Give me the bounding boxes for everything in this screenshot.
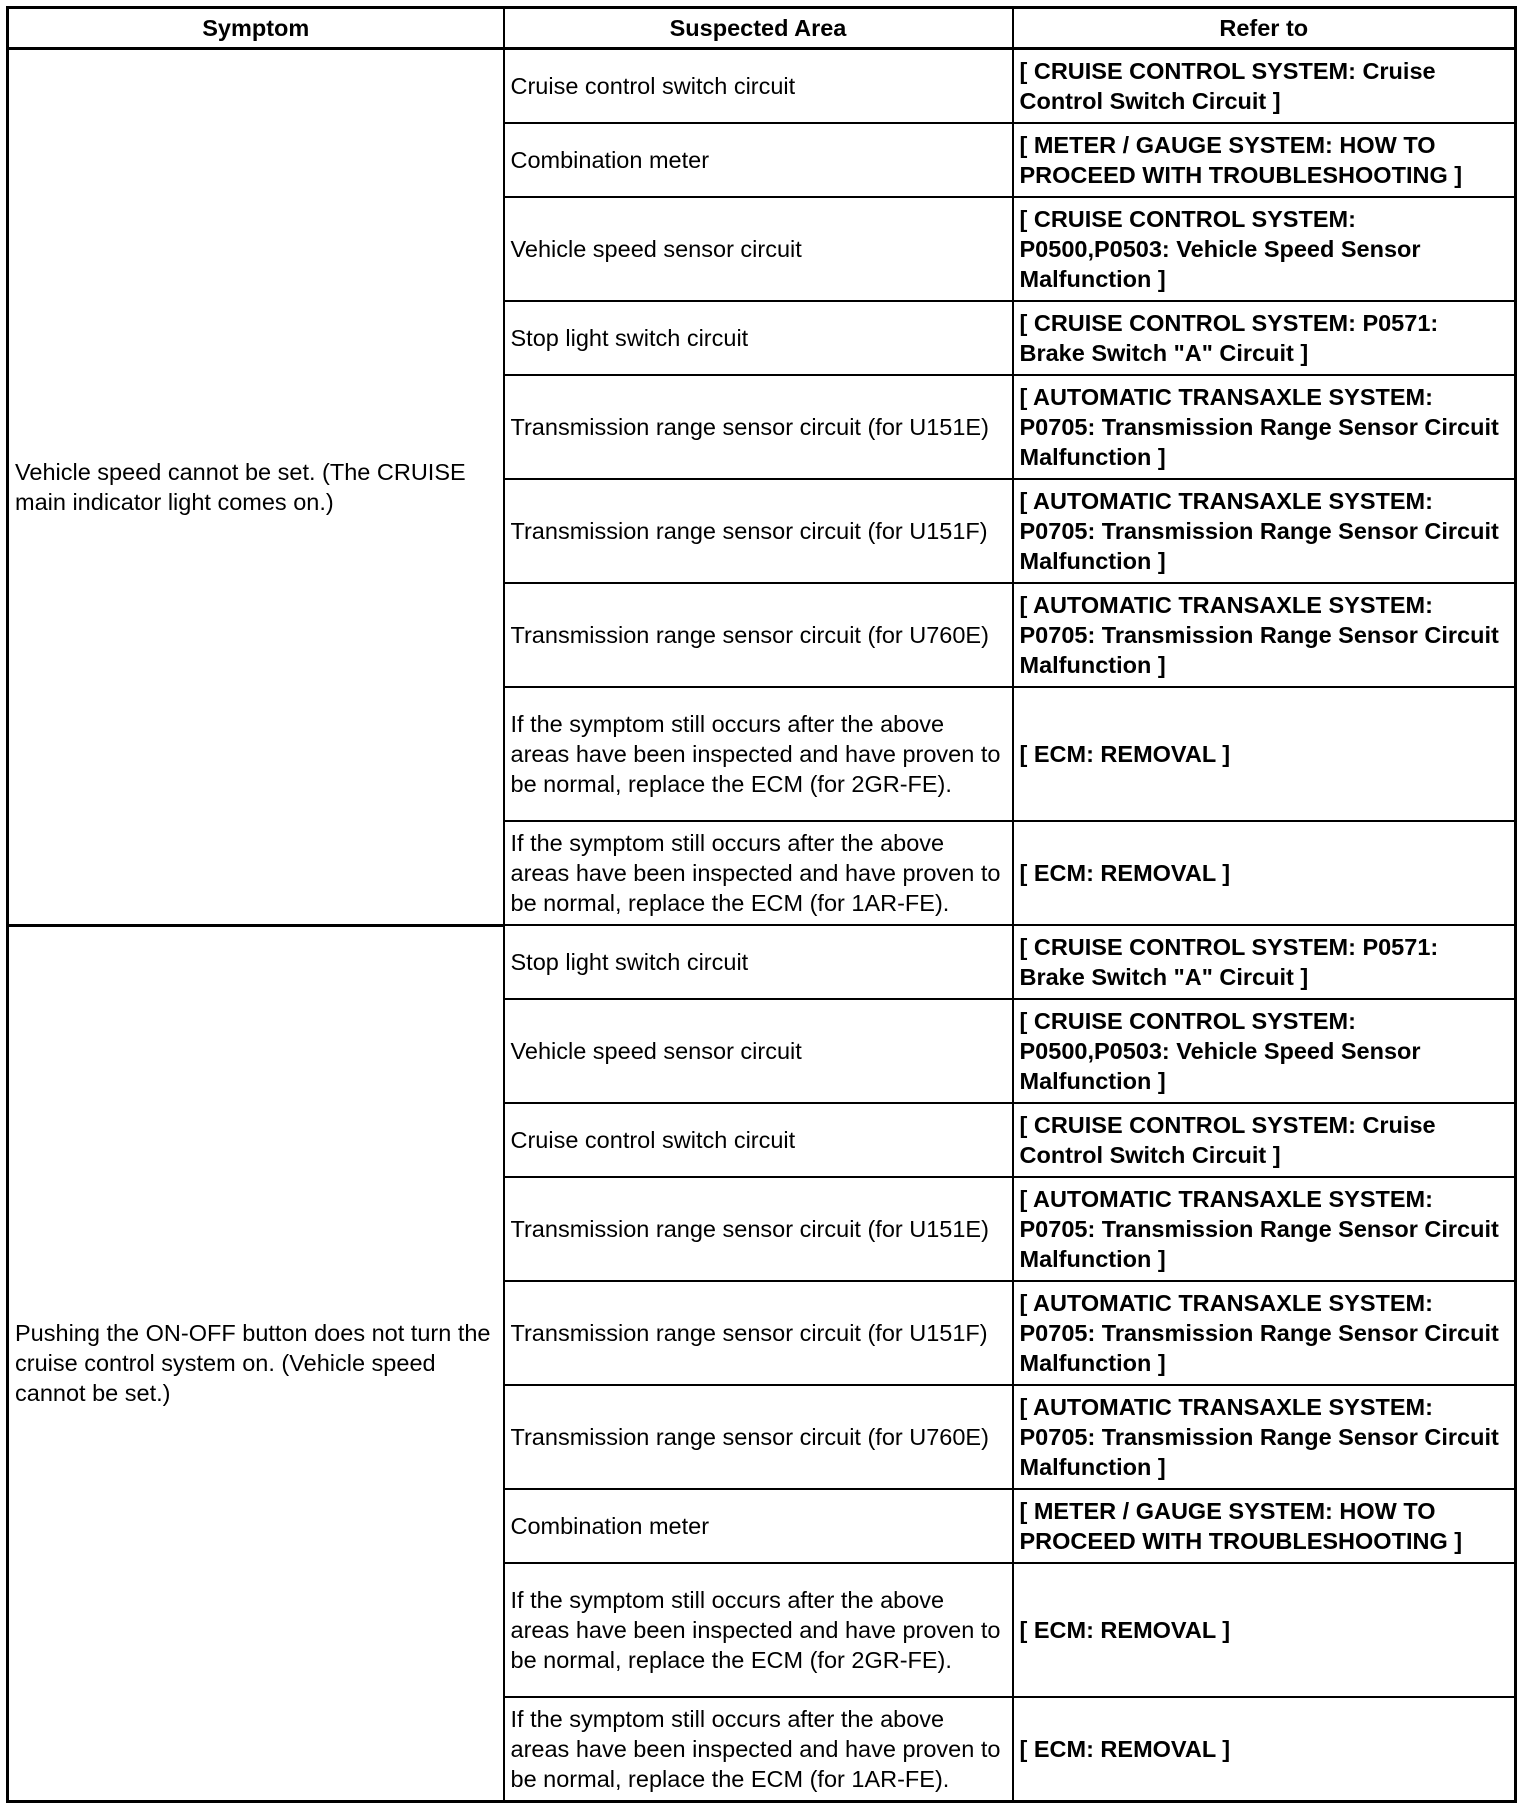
header-suspected-area: Suspected Area: [504, 8, 1013, 49]
refer-to-link[interactable]: [ ECM: REMOVAL ]: [1013, 1563, 1516, 1697]
troubleshooting-table-wrapper: [6, 6, 1517, 1803]
symptom-cell: Vehicle speed cannot be set. (The CRUISE main indicator light comes on.): [8, 49, 504, 926]
suspected-area-cell: Cruise control switch circuit: [504, 49, 1013, 124]
suspected-area-cell: Vehicle speed sensor circuit: [504, 999, 1013, 1103]
symptom-cell: Pushing the ON-OFF button does not turn the cruise control system on. (Vehicle speed cannot be set.): [8, 925, 504, 1802]
suspected-area-cell: If the symptom still occurs after the above areas have been inspected and have proven to be normal, replace the ECM (for 1AR-FE).: [504, 1697, 1013, 1802]
refer-to-link[interactable]: [ AUTOMATIC TRANSAXLE SYSTEM: P0705: Transmission Range Sensor Circuit Malfunction ]: [1013, 1385, 1516, 1489]
suspected-area-cell: Cruise control switch circuit: [504, 1103, 1013, 1177]
refer-to-link[interactable]: [ ECM: REMOVAL ]: [1013, 1697, 1516, 1802]
suspected-area-cell: Combination meter: [504, 123, 1013, 197]
refer-to-link[interactable]: [ CRUISE CONTROL SYSTEM: P0500,P0503: Vehicle Speed Sensor Malfunction ]: [1013, 999, 1516, 1103]
refer-to-link[interactable]: [ CRUISE CONTROL SYSTEM: P0571: Brake Switch "A" Circuit ]: [1013, 301, 1516, 375]
refer-to-link[interactable]: [ AUTOMATIC TRANSAXLE SYSTEM: P0705: Transmission Range Sensor Circuit Malfunction ]: [1013, 583, 1516, 687]
suspected-area-cell: If the symptom still occurs after the above areas have been inspected and have proven to be normal, replace the ECM (for 2GR-FE).: [504, 687, 1013, 821]
suspected-area-cell: Transmission range sensor circuit (for U151E): [504, 1177, 1013, 1281]
problem-symptoms-table: [6, 6, 1517, 1803]
refer-to-link[interactable]: [ AUTOMATIC TRANSAXLE SYSTEM: P0705: Transmission Range Sensor Circuit Malfunction ]: [1013, 375, 1516, 479]
suspected-area-cell: Transmission range sensor circuit (for U151F): [504, 479, 1013, 583]
table-row: [8, 925, 1516, 999]
header-symptom: Symptom: [8, 8, 504, 49]
refer-to-link[interactable]: [ CRUISE CONTROL SYSTEM: Cruise Control Switch Circuit ]: [1013, 49, 1516, 124]
suspected-area-cell: If the symptom still occurs after the above areas have been inspected and have proven to be normal, replace the ECM (for 2GR-FE).: [504, 1563, 1013, 1697]
suspected-area-cell: Stop light switch circuit: [504, 925, 1013, 999]
refer-to-link[interactable]: [ METER / GAUGE SYSTEM: HOW TO PROCEED WITH TROUBLESHOOTING ]: [1013, 123, 1516, 197]
suspected-area-cell: Vehicle speed sensor circuit: [504, 197, 1013, 301]
refer-to-link[interactable]: [ AUTOMATIC TRANSAXLE SYSTEM: P0705: Transmission Range Sensor Circuit Malfunction ]: [1013, 479, 1516, 583]
refer-to-link[interactable]: [ CRUISE CONTROL SYSTEM: Cruise Control Switch Circuit ]: [1013, 1103, 1516, 1177]
suspected-area-cell: Combination meter: [504, 1489, 1013, 1563]
suspected-area-cell: Transmission range sensor circuit (for U760E): [504, 583, 1013, 687]
refer-to-link[interactable]: [ CRUISE CONTROL SYSTEM: P0571: Brake Switch "A" Circuit ]: [1013, 925, 1516, 999]
refer-to-link[interactable]: [ METER / GAUGE SYSTEM: HOW TO PROCEED WITH TROUBLESHOOTING ]: [1013, 1489, 1516, 1563]
refer-to-link[interactable]: [ AUTOMATIC TRANSAXLE SYSTEM: P0705: Transmission Range Sensor Circuit Malfunction ]: [1013, 1281, 1516, 1385]
suspected-area-cell: Transmission range sensor circuit (for U151F): [504, 1281, 1013, 1385]
suspected-area-cell: Transmission range sensor circuit (for U760E): [504, 1385, 1013, 1489]
suspected-area-cell: Transmission range sensor circuit (for U151E): [504, 375, 1013, 479]
refer-to-link[interactable]: [ AUTOMATIC TRANSAXLE SYSTEM: P0705: Transmission Range Sensor Circuit Malfunction ]: [1013, 1177, 1516, 1281]
refer-to-link[interactable]: [ ECM: REMOVAL ]: [1013, 821, 1516, 925]
suspected-area-cell: If the symptom still occurs after the above areas have been inspected and have proven to be normal, replace the ECM (for 1AR-FE).: [504, 821, 1013, 925]
header-refer-to: Refer to: [1013, 8, 1516, 49]
table-header-row: [8, 8, 1516, 49]
refer-to-link[interactable]: [ ECM: REMOVAL ]: [1013, 687, 1516, 821]
table-row: [8, 49, 1516, 124]
refer-to-link[interactable]: [ CRUISE CONTROL SYSTEM: P0500,P0503: Vehicle Speed Sensor Malfunction ]: [1013, 197, 1516, 301]
suspected-area-cell: Stop light switch circuit: [504, 301, 1013, 375]
